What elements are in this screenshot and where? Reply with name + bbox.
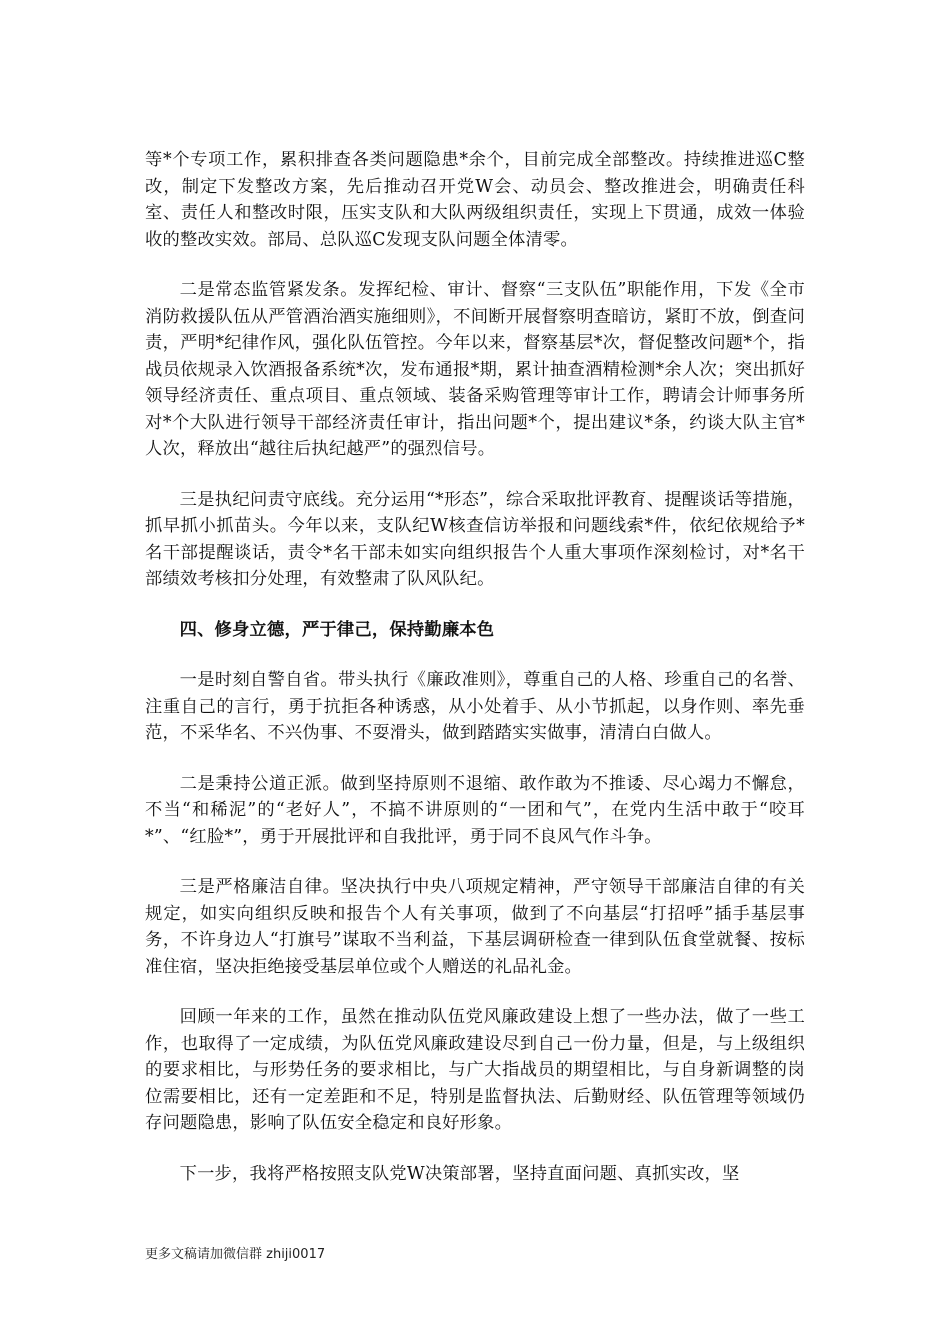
paragraph-self-discipline: 三是严格廉洁自律。坚决执行中央八项规定精神，严守领导干部廉洁自律的有关规定，如实向组织反映和报告个人有关事项，做到了不向基层“打招呼”插手基层事务，不许身边人“打旗号”谋取不当利益，下基层调研检查一律到队伍食堂就餐、按标准住宿，坚决拒绝接受基层单位或个人赠送的礼品礼金。 bbox=[145, 877, 805, 977]
section-heading: 四、修身立德，严于律己，保持勤廉本色 bbox=[179, 619, 495, 640]
paragraph-supervision: 二是常态监管紧发条。发挥纪检、审计、督察“三支队伍”职能作用，下发《全市消防救援队伍从严管酒治酒实施细则》，不间断开展督察明查暗访，紧盯不放，倒查问责，严明*纪律作风，强化队伍管控。今年以来，督察基层*次，督促整改问题*个，指战员依规录入饮酒报备系统*次，发布通报*期，累计抽查酒精检测*余人次；突出抓好领导经济责任、重点项目、重点领域、装备采购管理等审计工作，聘请会计师事务所对*个大队进行领导干部经济责任审计，指出问题*个，提出建议*条，约谈大队主官*人次，释放出“越往后执纪越严”的强烈信号。 bbox=[145, 280, 805, 459]
paragraph-review: 回顾一年来的工作，虽然在推动队伍党风廉政建设上想了一些办法，做了一些工作，也取得了一定成绩，为队伍党风廉政建设尽到自己一份力量，但是，与上级组织的要求相比，与形势任务的要求相比，与广大指战员的期望相比，与自身新调整的岗位需要相比，还有一定差距和不足，特别是监督执法、后勤财经、队伍管理等领域仍存问题隐患，影响了队伍安全稳定和良好形象。 bbox=[145, 1007, 805, 1133]
paragraph-integrity: 二是秉持公道正派。做到坚持原则不退缩、敢作敢为不推诿、尽心竭力不懈怠，不当“和稀泥”的“老好人”，不搞不讲原则的“一团和气”，在党内生活中敢于“咬耳*”、“红脸*”，勇于开展批评和自我批评，勇于同不良风气作斗争。 bbox=[145, 773, 805, 847]
document-body bbox=[145, 147, 805, 1211]
paragraph-next-step: 下一步，我将严格按照支队党W决策部署，坚持直面问题、真抓实改，坚 bbox=[179, 1163, 740, 1184]
paragraph-self-reflection: 一是时刻自警自省。带头执行《廉政准则》，尊重自己的人格、珍重自己的名誉、注重自己的言行，勇于抗拒各种诱惑，从小处着手、从小节抓起，以身作则、率先垂范，不采华名、不兴伪事、不耍滑头，做到踏踏实实做事，清清白白做人。 bbox=[145, 670, 805, 743]
paragraph-discipline: 三是执纪问责守底线。充分运用“*形态”，综合采取批评教育、提醒谈话等措施，抓早抓小抓苗头。今年以来，支队纪W核查信访举报和问题线索*件，依纪依规给予*名干部提醒谈话，责令*名干部未如实向组织报告个人重大事项作深刻检讨，对*名干部绩效考核扣分处理，有效整肃了队风队纪。 bbox=[145, 489, 805, 589]
page-footer: 更多文稿请加微信群 zhiji0017 bbox=[145, 1247, 326, 1262]
paragraph-continuation: 等*个专项工作，累积排查各类问题隐患*余个，目前完成全部整改。持续推进巡C整改，制定下发整改方案，先后推动召开党W会、动员会、整改推进会，明确责任科室、责任人和整改时限，压实支队和大队两级组织责任，实现上下贯通，成效一体验收的整改实效。部局、总队巡C发现支队问题全体清零。 bbox=[145, 150, 805, 250]
